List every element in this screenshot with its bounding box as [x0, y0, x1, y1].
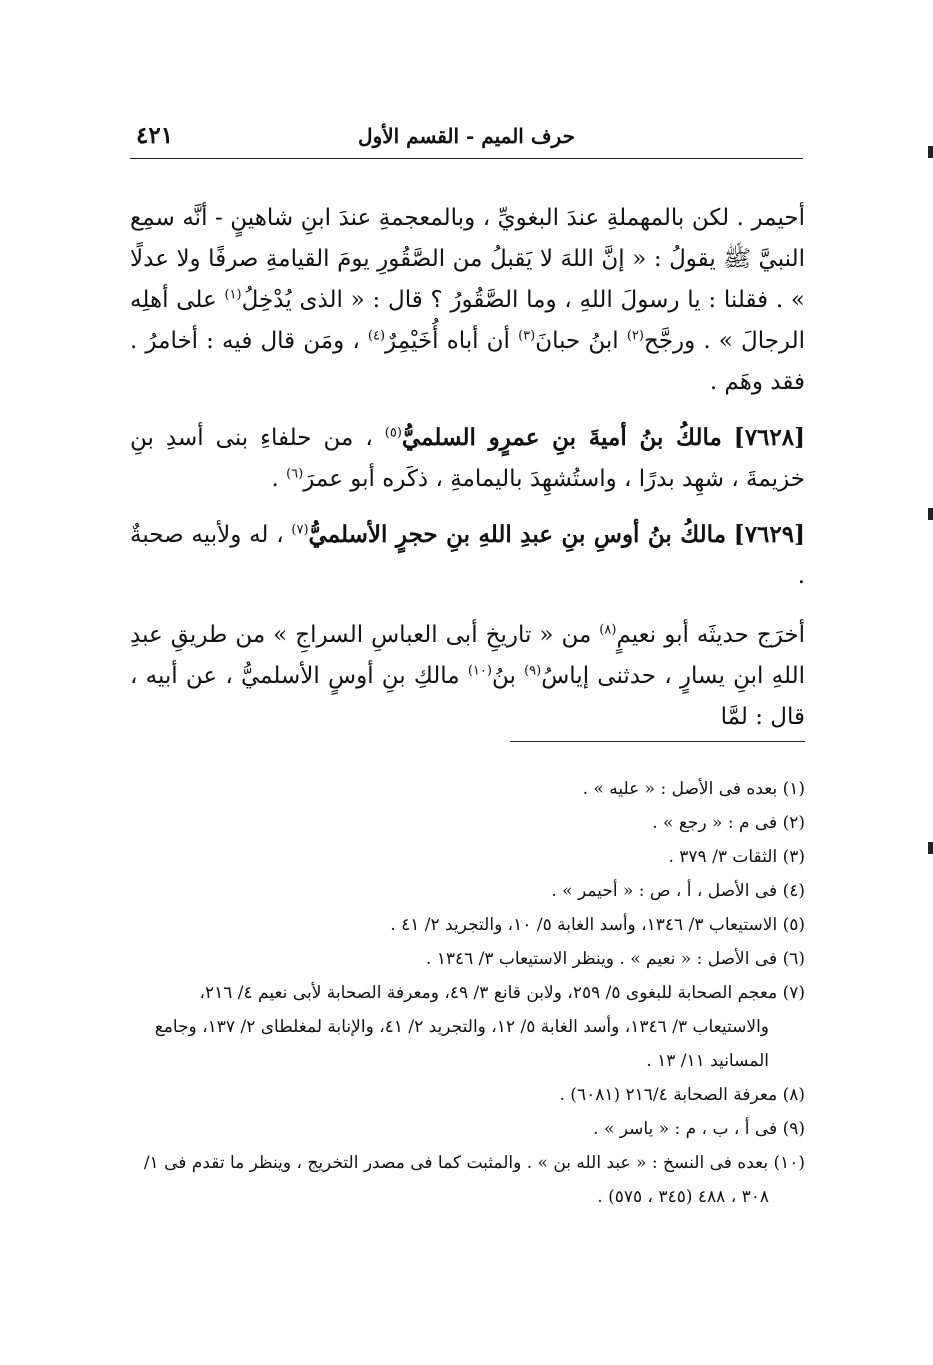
footnote-9: (٩) فى أ ، ب ، م : « ياسر » .: [593, 1119, 805, 1139]
page-number: ٤٢١: [136, 122, 174, 149]
scan-edge-mark: [928, 842, 933, 854]
footnote-ref-8: (٨): [599, 622, 617, 638]
entry-number: [٧٦٢٩]: [733, 521, 805, 548]
footnote-ref-4: (٤): [367, 328, 386, 344]
paragraph-text: أن أباه أُخَيْمِرٌ: [385, 328, 510, 354]
paragraph-text: ابنُ حبانَ: [535, 328, 619, 354]
entry-name: مالكُ بنُ أميةَ بنِ عمرٍو السلميُّ: [401, 424, 722, 451]
footnote-3: (٣) الثقات ٣/ ٣٧٩ .: [668, 847, 805, 867]
running-title: حرف الميم - القسم الأول: [358, 124, 575, 148]
entry-name: مالكُ بنُ أوسِ بنِ عبدِ اللهِ بنِ حجرٍ الأسلميُّ: [308, 521, 727, 548]
footnote-ref-1: (١): [224, 287, 242, 303]
entry-text: ، له ولأبيه صحبةٌ .: [130, 522, 805, 589]
footnote-ref-10: (١٠): [467, 663, 492, 679]
entry-7629: [130, 514, 805, 597]
paragraph-text: ، ومَن قال فيه : أخامرُ . فقد وهَم .: [130, 328, 805, 395]
paragraph-text: أخرَج حديثَه أبو نعيمٍ: [616, 622, 805, 648]
footnotes-list: [128, 772, 805, 1214]
entry-text: .: [271, 466, 279, 492]
footnote-4: (٤) فى الأصل ، أ ، ص : « أحيمر » .: [551, 881, 805, 901]
footnote-ref-7: (٧): [291, 522, 309, 538]
paragraph-2: [130, 615, 805, 738]
footnote-8: (٨) معرفة الصحابة ٢١٦/٤ (٦٠٨١) .: [559, 1085, 805, 1105]
footnote-ref-5: (٥): [384, 425, 402, 441]
paragraph-text: بنُ: [491, 663, 516, 689]
scan-edge-mark: [928, 146, 933, 158]
footnote-10: (١٠) بعده فى النسخ : « عبد الله بن » . والمثبت كما فى مصدر التخريج ، وينظر ما تقدم فى ١/ ٣٠٨ ، ٤٨٨ (٣٤٥ ، ٥٧٥) .: [143, 1153, 805, 1207]
paragraph-1: [130, 198, 805, 403]
footnote-ref-6: (٦): [286, 466, 304, 482]
paragraph-text: مالكِ بنِ أوسٍ الأسلميُّ ، عن أبيه ، قال : لمَّا: [130, 663, 805, 730]
paragraph-text: أحيمر . لكن بالمهملةِ عندَ البغويِّ ، وبالمعجمةِ عندَ ابنِ شاهينٍ - أنَّه سمِع النبيَّ ﷺ يقولُ : « إنَّ اللهَ لا يَقبلُ من الصَّقُورِ يومَ القيامةِ صرفًا ولا عدلًا » . فقلنا : يا رسولَ اللهِ ، وما الصَّقُورُ ؟ قال : « الذى يُدْخِلُ: [130, 205, 805, 313]
footnote-1: (١) بعده فى الأصل : « عليه » .: [582, 779, 805, 799]
entry-text: ، من حلفاءِ بنى أسدِ بنِ خزيمةَ ، شهِد بدرًا ، واستُشهِدَ باليمامةِ ، ذكَره أبو عمرَ: [130, 425, 805, 492]
entry-number: [٧٦٢٨]: [733, 424, 805, 451]
footnote-ref-3: (٣): [518, 328, 536, 344]
paragraph-text: على أهلِه الرجالَ » . ورجَّح: [130, 287, 806, 354]
footnote-divider: [510, 741, 805, 742]
footnote-ref-9: (٩): [524, 663, 542, 679]
footnote-6: (٦) فى الأصل : « نعيم » . وينظر الاستيعاب ٣/ ١٣٤٦ .: [425, 949, 805, 969]
paragraph-text: من « تاريخِ أبى العباسِ السراجِ » من طريقِ عبدِ اللهِ ابنِ يسارٍ ، حدثنى إياسُ: [130, 622, 805, 689]
footnote-7: (٧) معجم الصحابة للبغوى ٥/ ٢٥٩، ولابن قانع ٣/ ٤٩، ومعرفة الصحابة لأبى نعيم ٤/ ٢١٦، والاستيعاب ٣/ ١٣٤٦، وأسد الغابة ٥/ ١٢، والتجريد ٢/ ٤١، والإنابة لمغلطاى ٢/ ١٣٧، وجامع المسانيد ١١/ ١٣ .: [154, 983, 805, 1071]
footnote-ref-2: (٢): [626, 328, 644, 344]
entry-7628: [130, 417, 805, 500]
footnote-5: (٥) الاستيعاب ٣/ ١٣٤٦، وأسد الغابة ٥/ ١٠، والتجريد ٢/ ٤١ .: [390, 915, 805, 935]
footnote-2: (٢) فى م : « رجع » .: [652, 813, 805, 833]
main-text: [130, 198, 805, 738]
page-header: [130, 118, 803, 159]
scan-edge-mark: [928, 508, 933, 520]
